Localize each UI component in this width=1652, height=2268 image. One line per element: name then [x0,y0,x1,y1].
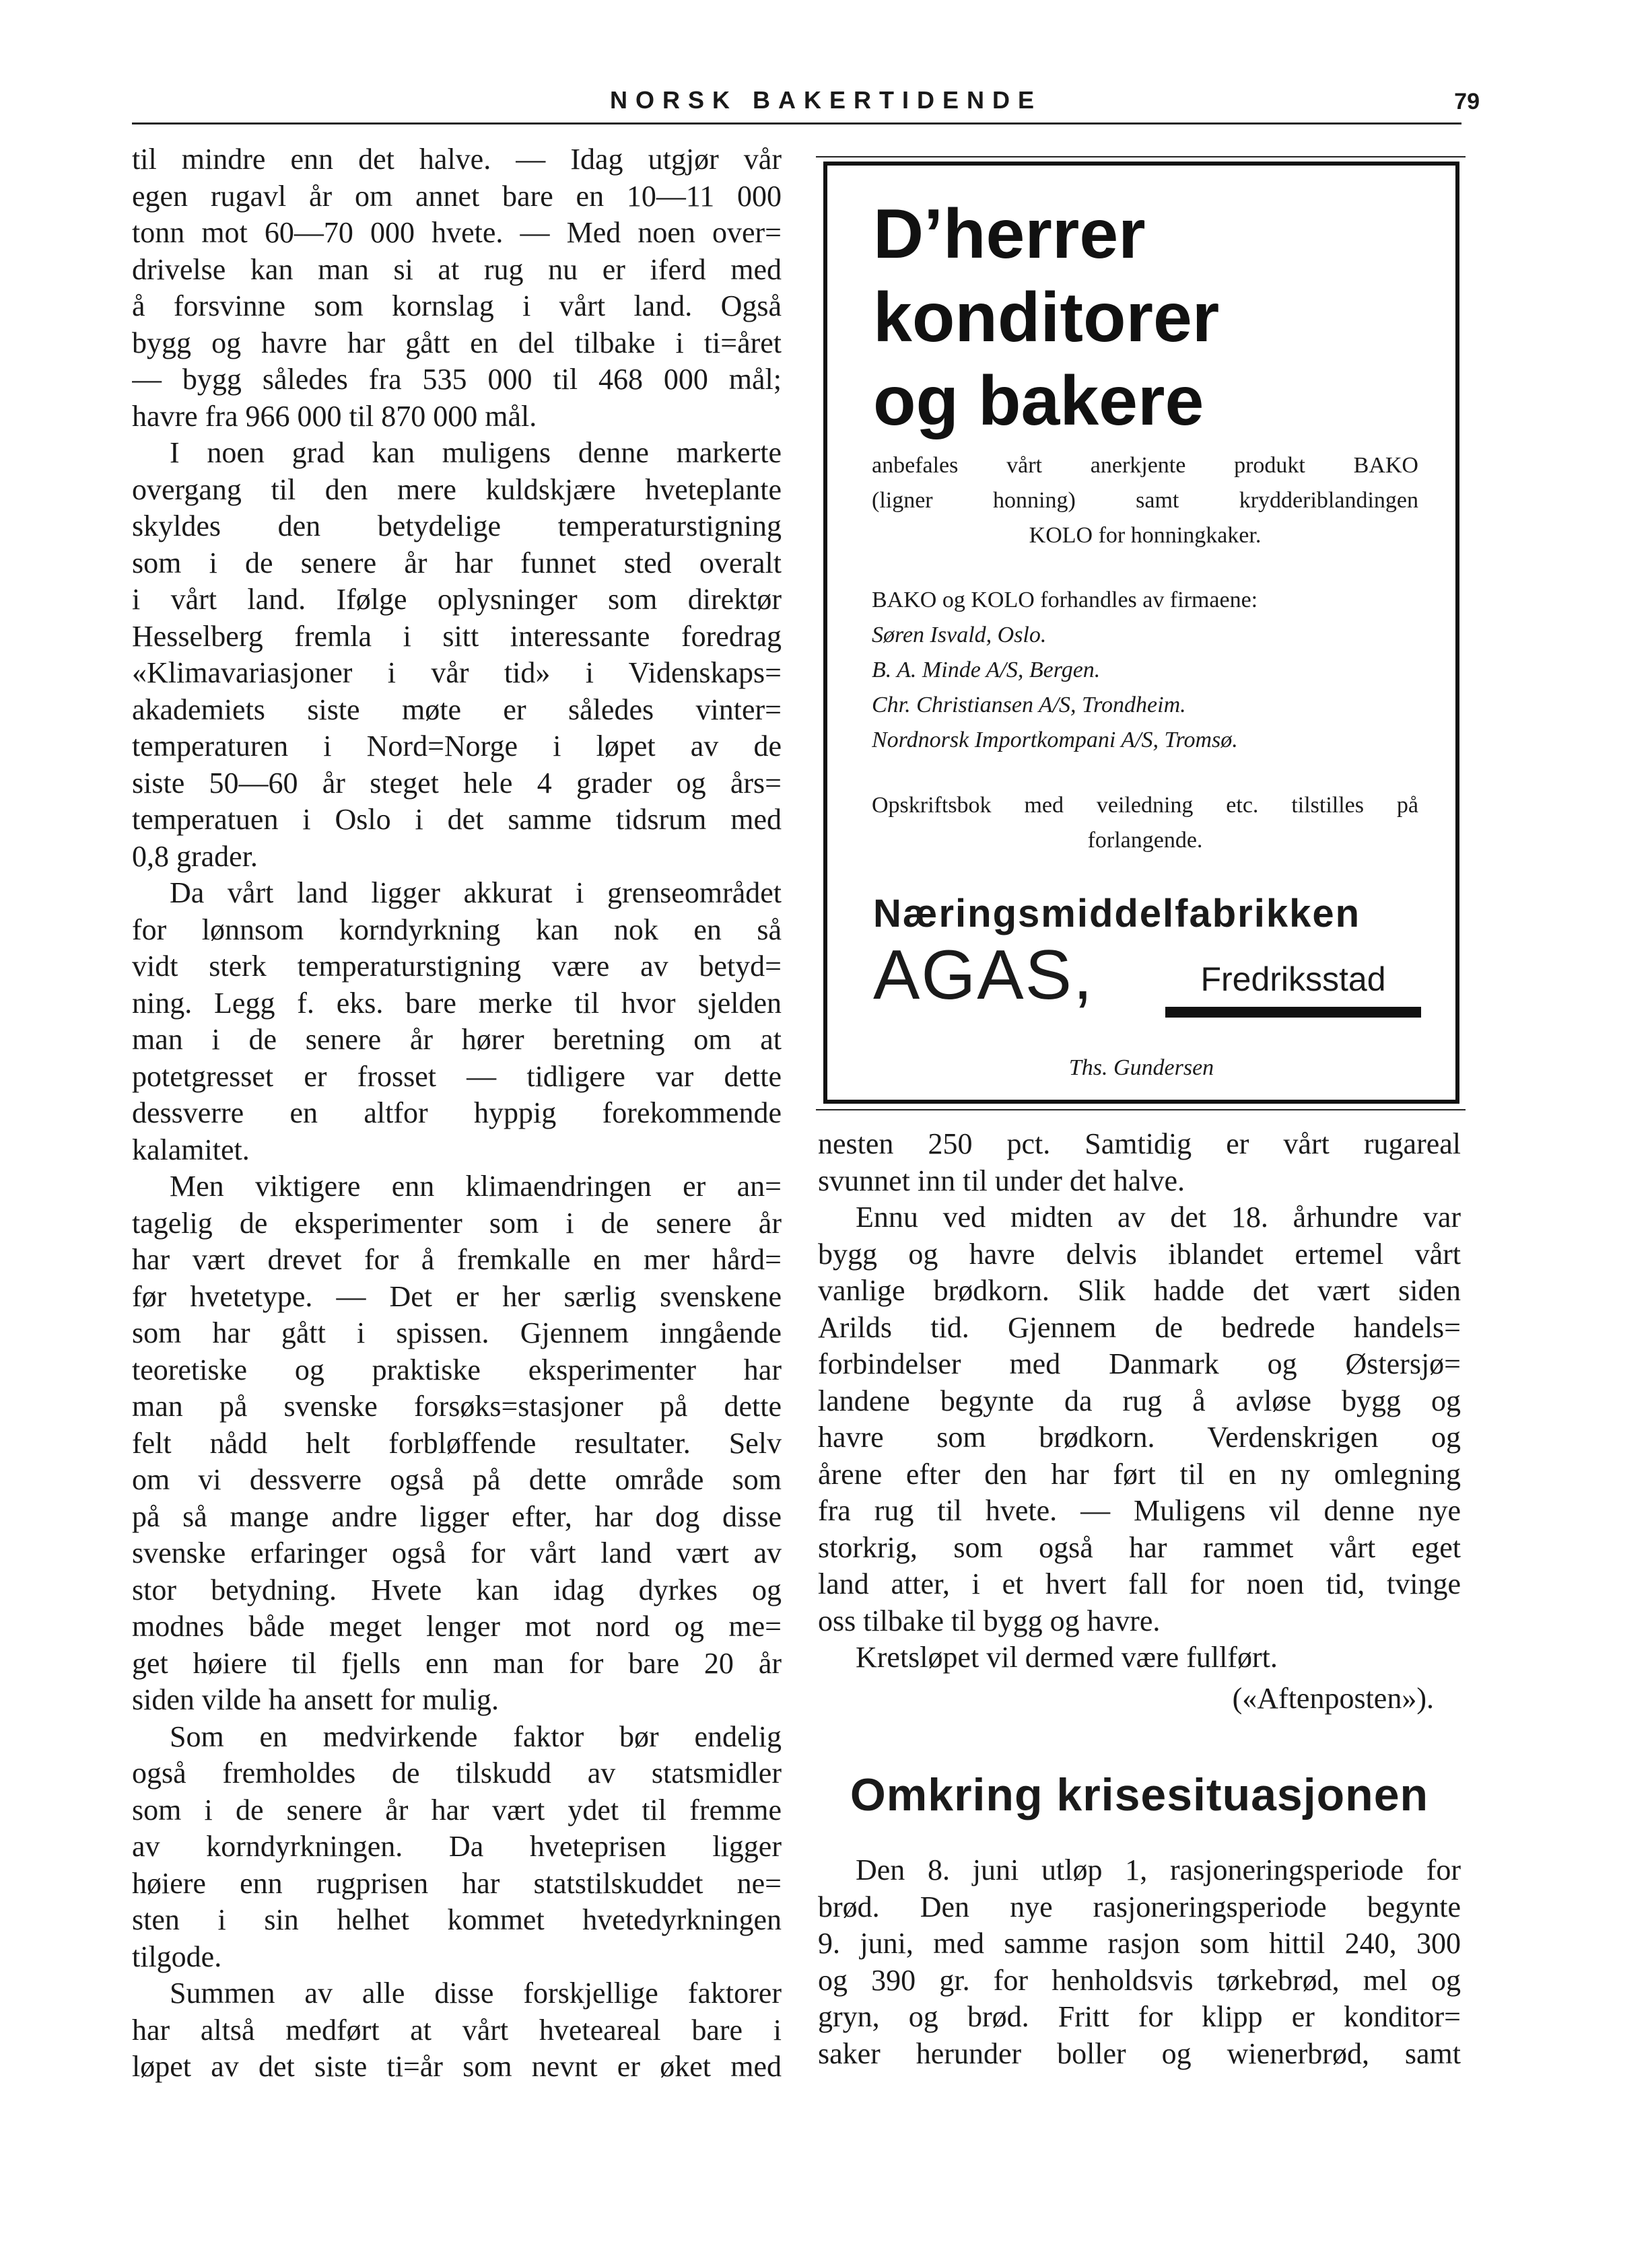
text-line: saker herunder boller og wienerbrød, samt [818,2036,1461,2070]
dealer-item: B. A. Minde A/S, Bergen. [872,658,1101,682]
text-line: svunnet inn til under det halve. [818,1164,1185,1197]
advertisement-intro-line: KOLO for honningkaker. [1029,523,1262,548]
text-line: temperatuen i Oslo i det samme tidsrum med [132,803,782,836]
text-line: dessverre en altfor hyppig forekommende [132,1096,782,1129]
text-line: «Klimavariasjoner i vår tid» i Videnskaps= [132,656,782,689]
text-line: — bygg således fra 535 000 til 468 000 mål; [132,363,782,396]
advertisement-intro-line: (ligner honning) samt krydderiblandingen [872,488,1418,513]
crisis-article [818,1852,1461,2072]
text-line: temperaturen i Nord=Norge i løpet av de [132,730,782,763]
advertisement-intro-line: anbefales vårt anerkjente produkt BAKO [872,453,1418,478]
text-line: tagelig de eksperimenter som i de senere år [132,1206,782,1240]
text-line: som i de senere år har vært ydet til fremme [132,1793,782,1827]
text-line: tonn mot 60—70 000 hvete. — Med noen over= [132,216,782,249]
advertisement-headline-line: konditorer [873,279,1220,357]
article-source: («Aftenposten»). [1232,1681,1434,1715]
text-line: stor betydning. Hvete kan idag dyrkes og [132,1573,782,1606]
text-line: I noen grad kan muligens denne markerte [170,436,782,469]
text-line: som i de senere år har funnet sted overalt [132,546,782,579]
text-line: nesten 250 pct. Samtidig er vårt rugareal [818,1127,1461,1160]
running-header-title: NORSK BAKERTIDENDE [609,86,1043,114]
text-line: Da vårt land ligger akkurat i grenseområdet [170,876,782,909]
advertisement-recipe-note [872,788,1418,858]
text-line: bygg og havre delvis iblandet ertemel vårt [818,1237,1461,1271]
text-line: i vårt land. Ifølge oplysninger som direktør [132,583,782,616]
recipe-note-line: Opskriftsbok med veiledning etc. tilstilles på [872,793,1418,818]
text-line: storkrig, som også har rammet vårt eget [818,1530,1461,1564]
text-line: vanlige brødkorn. Slik hadde det vært siden [818,1274,1461,1307]
text-line: om vi dessverre også på dette område som [132,1463,782,1496]
text-line: å forsvinne som kornslag i vårt land. Også [132,289,782,322]
text-line: drivelse kan man si at rug nu er iferd med [132,252,782,286]
dealer-item: Nordnorsk Importkompani A/S, Tromsø. [872,728,1238,752]
text-line: Hesselberg fremla i sitt interessante foredrag [132,619,782,653]
text-line: har altså medført at vårt hveteareal bare i [132,2013,782,2047]
text-line: fra rug til hvete. — Muligens vil denne nye [818,1494,1461,1527]
text-line: har vært drevet for å fremkalle en mer hård= [132,1243,782,1276]
dealer-item: Chr. Christiansen A/S, Trondheim. [872,693,1186,717]
header-rule [132,122,1461,125]
text-line: til mindre enn det halve. — Idag utgjør vår [132,143,782,176]
text-line: modnes både meget lenger mot nord og me= [132,1610,782,1643]
text-line: Arilds tid. Gjennem de bedrede handels= [818,1310,1461,1344]
text-line: som har gått i spissen. Gjennem inngående [132,1316,782,1349]
text-line: siste 50—60 år steget hele 4 grader og års= [132,766,782,800]
text-line: Men viktigere enn klimaendringen er an= [170,1170,782,1203]
text-line: og 390 gr. for henholdsvis tørkebrød, mel og [818,1963,1461,1997]
text-line: siden vilde ha ansett for mulig. [132,1683,499,1716]
recipe-note-line: forlangende. [1087,828,1203,853]
text-line: Ennu ved midten av det 18. århundre var [856,1201,1461,1234]
text-line: 9. juni, med samme rasjon som hittil 240, 300 [818,1927,1461,1960]
text-line: før hvetetype. — Det er her særlig svenskene [132,1279,782,1313]
text-line: egen rugavl år om annet bare en 10—11 000 [132,179,782,213]
right-column-article [818,1126,1461,1717]
text-line: vidt sterk temperaturstigning være av betyd= [132,950,782,983]
brand-name: AGAS, [873,936,1094,1014]
text-line: tilgode. [132,1940,222,1973]
text-line: teoretiske og praktiske eksperimenter har [132,1353,782,1386]
dealers-intro: BAKO og KOLO forhandles av firmaene: [872,588,1258,612]
text-line: svenske erfaringer også for vårt land vært av [132,1536,782,1569]
text-line: potetgresset er frosset — tidligere var dette [132,1059,782,1093]
text-line: også fremholdes de tilskudd av statsmidler [132,1757,782,1789]
text-line: kalamitet. [132,1133,250,1166]
text-line: Som en medvirkende faktor bør endelig [170,1720,782,1753]
text-line: akademiets siste møte er således vinter= [132,693,782,726]
advertisement-bottom-rule [816,1109,1466,1110]
page-number: 79 [1454,89,1480,114]
advertisement-headline-line: D’herrer [873,195,1146,273]
dealer-list [872,618,1418,758]
text-line: 0,8 grader. [132,839,258,873]
text-line: på så mange andre ligger efter, har dog disse [132,1499,782,1533]
text-line: Kretsløpet vil dermed være fullført. [856,1641,1278,1674]
advertisement-dealers [872,583,1418,758]
section-heading: Omkring krisesituasjonen [850,1769,1429,1820]
text-line: sten i sin helhet kommet hvetedyrkningen [132,1903,782,1936]
left-column-article [132,141,782,2086]
text-line: oss tilbake til bygg og havre. [818,1604,1161,1637]
text-line: forbindelser med Danmark og Østersjø= [818,1347,1461,1380]
dealer-item: Søren Isvald, Oslo. [872,623,1047,647]
text-line: skyldes den betydelige temperaturstigning [132,509,782,542]
text-line: Den 8. juni utløp 1, rasjoneringsperiode for [856,1853,1461,1886]
text-line: årene efter den har ført til en ny omlegning [818,1457,1461,1491]
text-line: av korndyrkningen. Da hveteprisen ligger [132,1830,782,1863]
text-line: havre som brødkorn. Verdenskrigen og [818,1421,1461,1454]
text-line: felt nådd helt forbløffende resultater. Selv [132,1426,782,1460]
text-line: bygg og havre har gått en del tilbake i ti=året [132,326,782,359]
city-underline-bar [1165,1007,1421,1018]
text-line: havre fra 966 000 til 870 000 mål. [132,399,537,433]
company-city: Fredriksstad [1200,960,1386,998]
text-line: høiere enn rugprisen har statstilskuddet ne= [132,1866,782,1900]
advertisement-signature: Ths. Gundersen [1068,1055,1214,1080]
text-line: løpet av det siste ti=år som nevnt er øket med [132,2050,782,2083]
text-line: overgang til den mere kuldskjære hveteplante [132,472,782,506]
text-line: landene begynte da rug å avløse bygg og [818,1384,1461,1417]
advertisement-top-rule [816,156,1466,157]
text-line: gryn, og brød. Fritt for klipp er konditor= [818,2000,1461,2033]
text-line: get høiere til fjells enn man for bare 20 år [132,1646,782,1680]
text-line: man på svenske forsøks=stasjoner på dette [132,1390,782,1423]
text-line: man i de senere år hører beretning om at [132,1023,782,1056]
text-line: for lønnsom korndyrkning kan nok en så [132,913,782,946]
text-line: ning. Legg f. eks. bare merke til hvor sjelden [132,986,782,1020]
text-line: brød. Den nye rasjoneringsperiode begynte [818,1890,1461,1923]
text-line: Summen av alle disse forskjellige faktorer [170,1977,782,2010]
text-line: land atter, i et hvert fall for noen tid, tvinge [818,1567,1461,1600]
advertisement-headline [873,192,1425,443]
advertisement-intro [872,448,1418,553]
advertisement-headline-line: og bakere [873,362,1204,440]
company-name: Næringsmiddelfabrikken [873,892,1361,935]
advertisement-box [823,162,1459,1104]
